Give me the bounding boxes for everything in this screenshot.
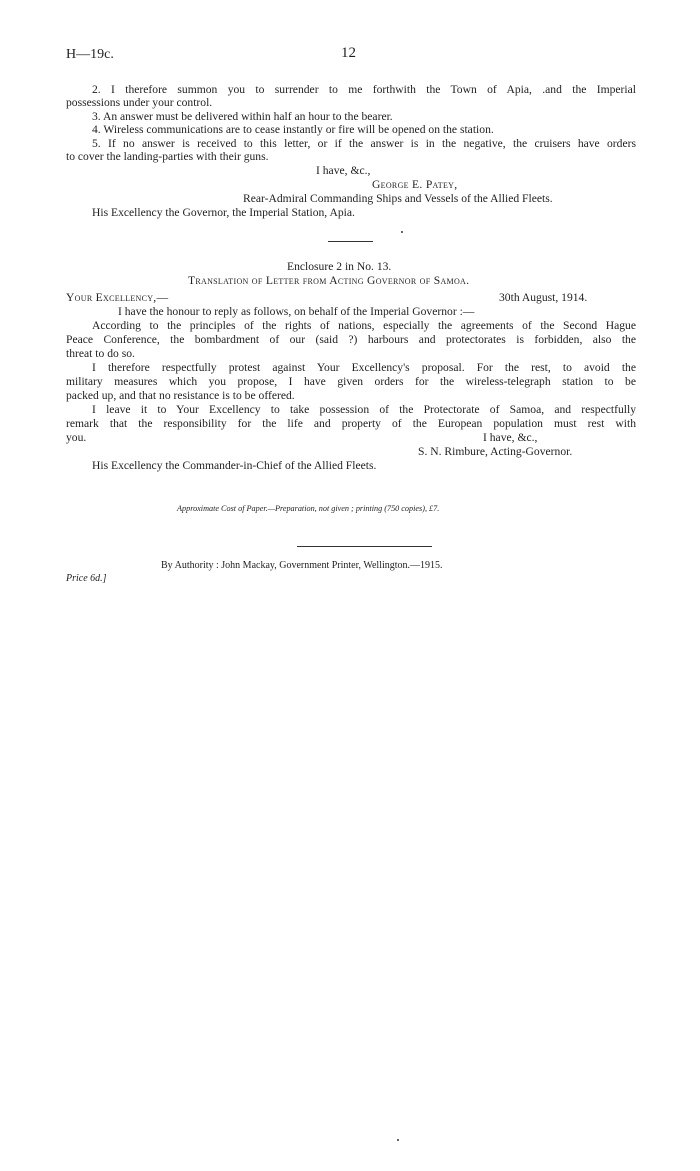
paragraph-2-line-2: possessions under your control. [66,96,213,109]
reply-line-5: I therefore respectfully protest against Your Excellency's proposal. For the rest, to avoid the [92,361,636,374]
reply-line-4: threat to do so. [66,347,135,360]
section-separator [328,241,373,242]
paragraph-2-line-1: 2. I therefore summon you to surrender to me forthwith the Town of Apia, .and the Imperial [92,83,636,96]
reply-line-7: packed up, and that no resistance is to be offered. [66,389,295,402]
footer-rule [297,546,432,547]
print-speck [401,231,403,233]
reply-line-8: I leave it to Your Excellency to take possession of the Protectorate of Samoa, and respectfully [92,403,636,416]
reply-signatory: S. N. Rimbure, Acting-Governor. [418,445,573,458]
signatory-title: Rear-Admiral Commanding Ships and Vessels of the Allied Fleets. [243,192,553,205]
enclosure-title: Translation of Letter from Acting Governor of Samoa. [188,274,470,287]
enclosure-heading: Enclosure 2 in No. 13. [287,260,392,273]
reply-line-6: military measures which you propose, I have given orders for the wireless-telegraph station to be [66,375,636,388]
signatory-name: George E. Patey, [372,178,458,191]
paragraph-4: 4. Wireless communications are to cease instantly or fire will be opened on the station. [92,123,494,136]
reply-line-9: remark that the responsibility for the life and property of the European population must rest with [66,417,636,430]
reply-line-2: According to the principles of the rights of nations, especially the agreements of the Second Hague [92,319,636,332]
paragraph-3: 3. An answer must be delivered within half an hour to the bearer. [92,110,393,123]
reply-line-1: I have the honour to reply as follows, on behalf of the Imperial Governor :— [118,305,475,318]
closing-formula: I have, &c., [316,164,371,177]
letter-addressee: His Excellency the Governor, the Imperial Station, Apia. [92,206,355,219]
print-speck-bottom [397,1139,399,1141]
salutation: Your Excellency,— [66,291,169,304]
letter-date: 30th August, 1914. [499,291,588,304]
price-note: Price 6d.] [66,573,107,584]
reply-line-3: Peace Conference, the bombardment of our (said ?) harbours and protectorates is forbidden, also the [66,333,636,346]
paragraph-5-line-2: to cover the landing-parties with their guns. [66,150,269,163]
reply-closing-formula: I have, &c., [483,431,538,444]
reply-addressee: His Excellency the Commander-in-Chief of the Allied Fleets. [92,459,377,472]
cost-note: Approximate Cost of Paper.—Preparation, not given ; printing (750 copies), £7. [177,504,440,513]
printer-imprint: By Authority : John Mackay, Government Printer, Wellington.—1915. [161,560,443,571]
paragraph-5-line-1: 5. If no answer is received to this letter, or if the answer is in the negative, the cruisers have orders [92,137,636,150]
page-number: 12 [341,45,356,61]
reply-line-10: you. [66,431,87,444]
document-reference: H—19c. [66,47,114,62]
